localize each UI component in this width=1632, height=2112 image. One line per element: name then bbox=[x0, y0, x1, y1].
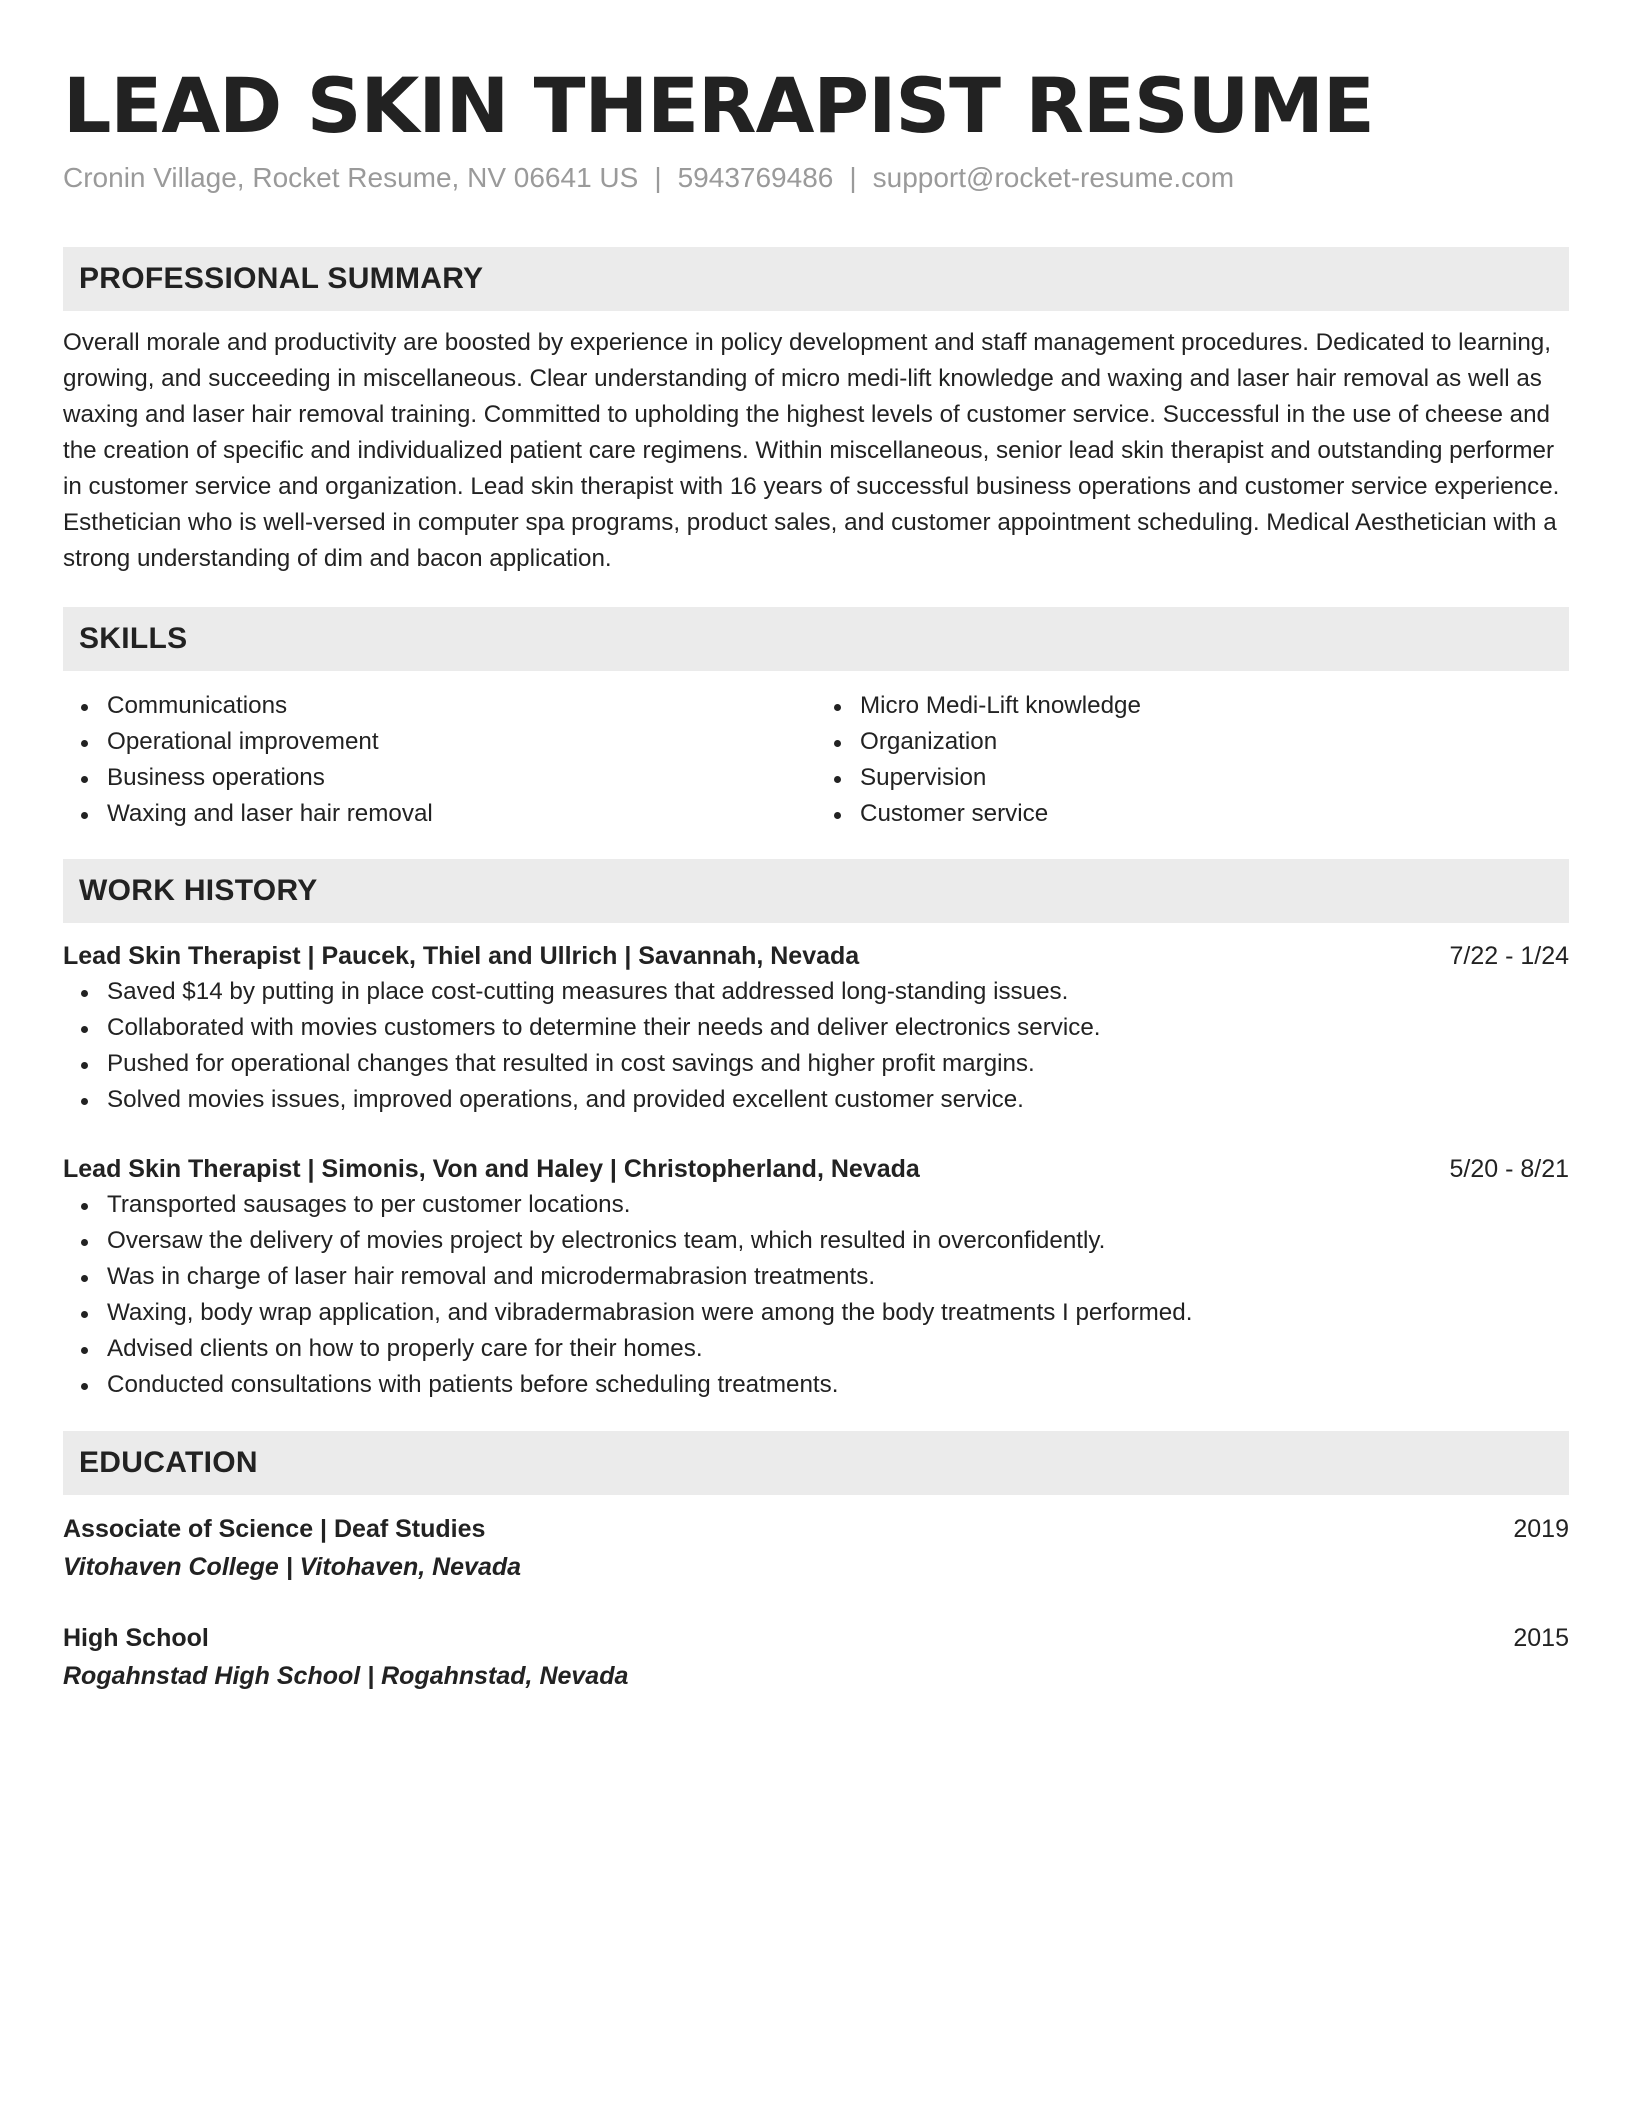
school-name: Vitohaven College | Vitohaven, Nevada bbox=[63, 1553, 522, 1581]
job-title: Lead Skin Therapist | Paucek, Thiel and Ullrich | Savannah, Nevada bbox=[63, 942, 860, 970]
job-bullets bbox=[63, 1187, 1569, 1403]
resume-title: LEAD SKIN THERAPIST RESUME bbox=[63, 61, 1374, 150]
summary-text: Overall morale and productivity are boosted by experience in policy development and staff management procedures. Dedicated to learning, growing, and succeeding in miscellaneous. Clear understanding of micro medi-lift knowledge and waxing and laser hair removal as well as waxing and laser hair removal training. Committed to upholding the highest levels of customer service. Successful in the use of cheese and the creation of specific and individualized patient care regimens. Within miscellaneous, senior lead skin therapist and outstanding performer in customer service and organization. Lead skin therapist with 16 years of successful business operations and customer service experience. Esthetician who is well-versed in computer spa programs, product sales, and customer appointment scheduling. Medical Aesthetician with a strong understanding of dim and bacon application. bbox=[63, 329, 1560, 572]
contact-separator: | bbox=[849, 162, 857, 193]
skill-item: Business operations bbox=[63, 760, 816, 796]
skills-column-right bbox=[816, 688, 1569, 832]
job-entry-header bbox=[63, 938, 1569, 974]
job-dates: 7/22 - 1/24 bbox=[1449, 942, 1569, 970]
job-bullet: Was in charge of laser hair removal and microdermabrasion treatments. bbox=[63, 1259, 1569, 1295]
job-bullet: Conducted consultations with patients before scheduling treatments. bbox=[63, 1367, 1569, 1403]
education-entry-header bbox=[63, 1511, 1569, 1547]
contact-email: support@rocket-resume.com bbox=[872, 162, 1235, 193]
education-heading: EDUCATION bbox=[63, 1431, 1569, 1495]
skills-heading: SKILLS bbox=[63, 607, 1569, 671]
degree-title: High School bbox=[63, 1624, 209, 1652]
job-bullet: Saved $14 by putting in place cost-cutting measures that addressed long-standing issues. bbox=[63, 974, 1569, 1010]
summary-heading: PROFESSIONAL SUMMARY bbox=[63, 247, 1569, 311]
skill-item: Micro Medi-Lift knowledge bbox=[816, 688, 1569, 724]
school-name: Rogahnstad High School | Rogahnstad, Nevada bbox=[63, 1662, 629, 1690]
job-dates: 5/20 - 8/21 bbox=[1449, 1155, 1569, 1183]
skills-column-left bbox=[63, 688, 816, 832]
job-bullet: Waxing, body wrap application, and vibradermabrasion were among the body treatments I performed. bbox=[63, 1295, 1569, 1331]
work-history-heading: WORK HISTORY bbox=[63, 859, 1569, 923]
skills-list bbox=[63, 688, 1569, 832]
degree-title: Associate of Science | Deaf Studies bbox=[63, 1515, 486, 1543]
contact-line bbox=[63, 158, 1569, 198]
skill-item: Customer service bbox=[816, 796, 1569, 832]
job-bullet: Advised clients on how to properly care for their homes. bbox=[63, 1331, 1569, 1367]
contact-address: Cronin Village, Rocket Resume, NV 06641 US bbox=[63, 162, 639, 193]
job-bullet: Pushed for operational changes that resulted in cost savings and higher profit margins. bbox=[63, 1046, 1569, 1082]
graduation-year: 2015 bbox=[1513, 1624, 1569, 1652]
job-entry-header bbox=[63, 1151, 1569, 1187]
job-bullet: Transported sausages to per customer locations. bbox=[63, 1187, 1569, 1223]
job-bullet: Collaborated with movies customers to determine their needs and deliver electronics service. bbox=[63, 1010, 1569, 1046]
skill-item: Communications bbox=[63, 688, 816, 724]
contact-separator: | bbox=[654, 162, 662, 193]
skill-item: Operational improvement bbox=[63, 724, 816, 760]
job-bullet: Solved movies issues, improved operations, and provided excellent customer service. bbox=[63, 1082, 1569, 1118]
job-bullets bbox=[63, 974, 1569, 1118]
job-bullet: Oversaw the delivery of movies project by electronics team, which resulted in overconfidently. bbox=[63, 1223, 1569, 1259]
education-entry-header bbox=[63, 1620, 1569, 1656]
skill-item: Waxing and laser hair removal bbox=[63, 796, 816, 832]
graduation-year: 2019 bbox=[1513, 1515, 1569, 1543]
skill-item: Organization bbox=[816, 724, 1569, 760]
contact-phone: 5943769486 bbox=[677, 162, 834, 193]
job-title: Lead Skin Therapist | Simonis, Von and Haley | Christopherland, Nevada bbox=[63, 1155, 920, 1183]
skill-item: Supervision bbox=[816, 760, 1569, 796]
